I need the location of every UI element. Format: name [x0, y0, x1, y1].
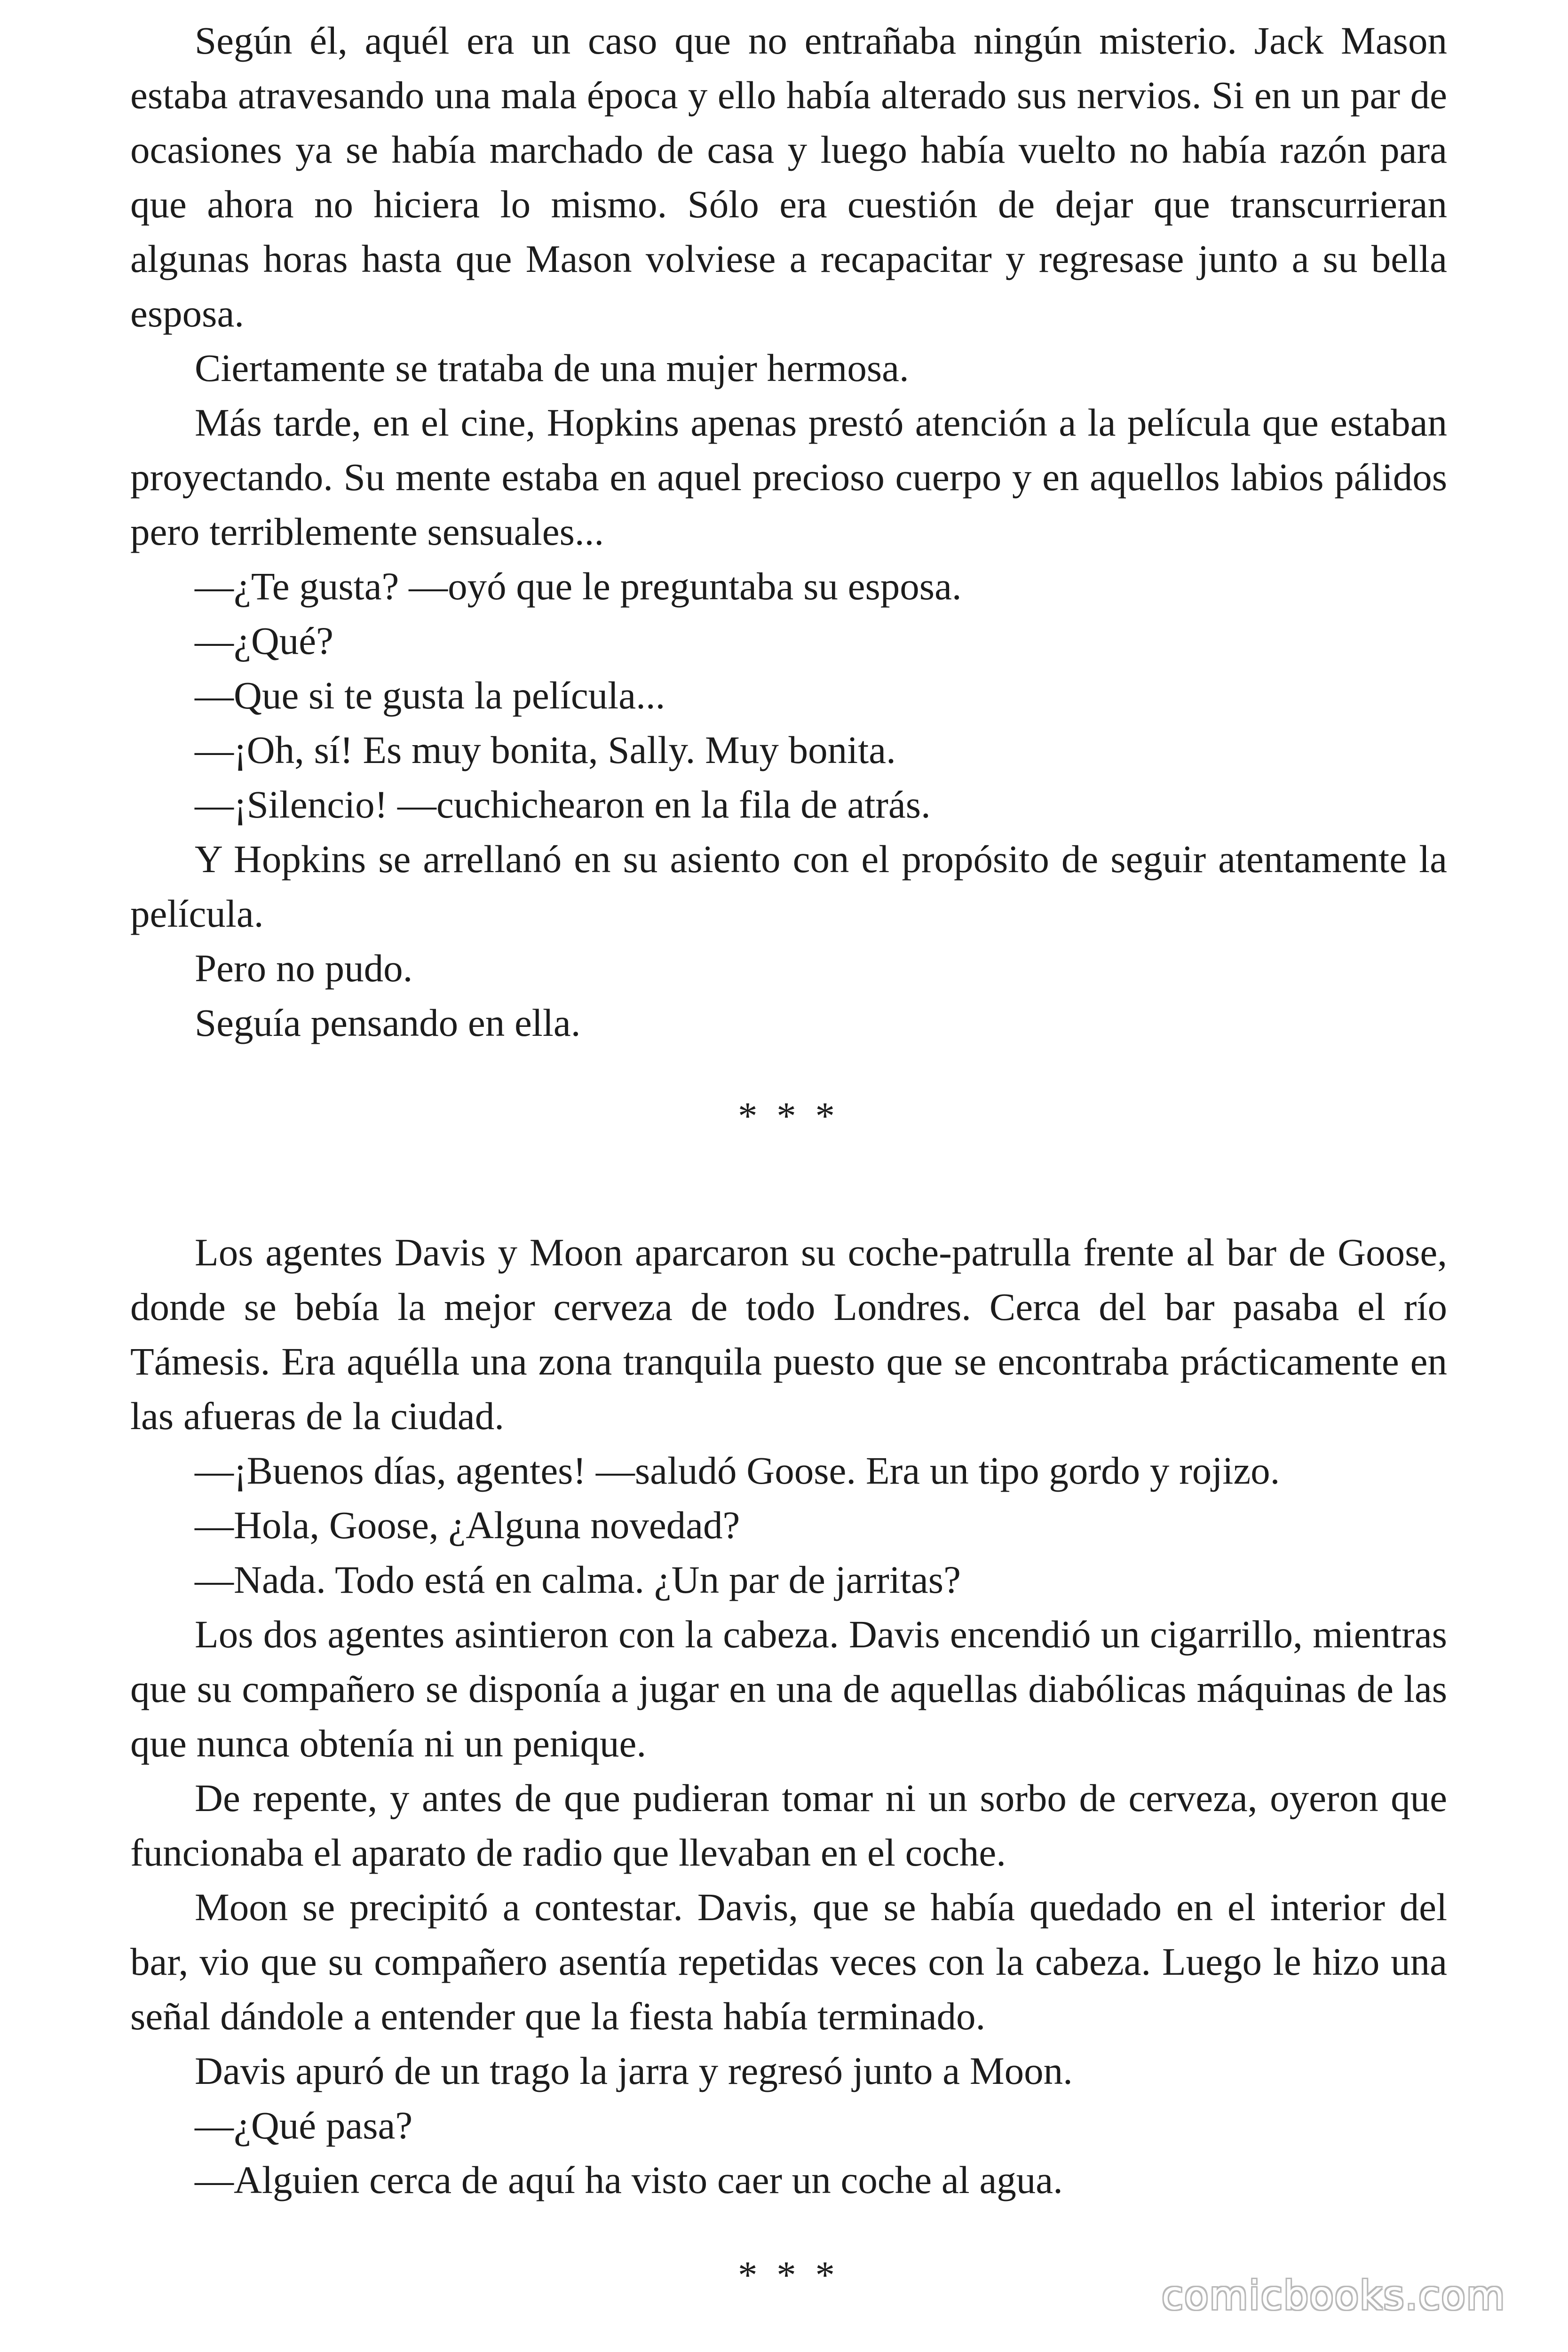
- dialogue-line: —¿Qué?: [195, 619, 333, 662]
- section-a: [130, 13, 1447, 1050]
- paragraph: Moon se precipitó a contestar. Davis, que se había quedado en el interior del bar, vio que su compañero asentía repetidas veces con la cabeza. Luego le hizo una señal dándole a entender que la fiesta había terminado.: [130, 1885, 1447, 2038]
- paragraph: Según él, aquél era un caso que no entrañaba ningún misterio. Jack Mason estaba atravesando una mala época y ello había alterado sus nervios. Si en un par de ocasiones ya se había marchado de casa y luego había vuelto no había razón para que ahora no hiciera lo mismo. Sólo era cuestión de dejar que transcurrieran algunas horas hasta que Mason volviese a recapacitar y regresase junto a su bella esposa.: [130, 19, 1447, 335]
- dialogue-line: —¡Silencio! —cuchichearon en la fila de atrás.: [195, 783, 931, 826]
- dialogue-line: —Hola, Goose, ¿Alguna novedad?: [195, 1503, 740, 1547]
- paragraph: Los dos agentes asintieron con la cabeza. Davis encendió un cigarrillo, mientras que su compañero se disponía a jugar en una de aquellas diabólicas máquinas de las que nunca obtenía ni un penique.: [130, 1613, 1447, 1765]
- scene-separator: * * *: [738, 1094, 839, 1137]
- paragraph: Pero no pudo.: [195, 946, 413, 990]
- paragraph: Davis apuró de un trago la jarra y regresó junto a Moon.: [195, 2049, 1073, 2092]
- scene-separator: * * *: [738, 2253, 839, 2296]
- dialogue-line: —Nada. Todo está en calma. ¿Un par de jarritas?: [195, 1558, 961, 1601]
- watermark: comicbooks.com: [1162, 2273, 1506, 2319]
- paragraph: De repente, y antes de que pudieran tomar ni un sorbo de cerveza, oyeron que funcionaba el aparato de radio que llevaban en el coche.: [130, 1776, 1447, 1874]
- dialogue-line: —¿Qué pasa?: [195, 2104, 413, 2147]
- dialogue-line: —¿Te gusta? —oyó que le preguntaba su esposa.: [195, 564, 962, 608]
- dialogue-line: —¡Oh, sí! Es muy bonita, Sally. Muy bonita.: [195, 728, 896, 771]
- dialogue-line: —Alguien cerca de aquí ha visto caer un coche al agua.: [195, 2158, 1063, 2201]
- paragraph: Más tarde, en el cine, Hopkins apenas prestó atención a la película que estaban proyectando. Su mente estaba en aquel precioso cuerpo y en aquellos labios pálidos pero terriblemente sensuales...: [130, 401, 1447, 553]
- paragraph: Seguía pensando en ella.: [195, 1001, 581, 1044]
- document-page: [130, 13, 1447, 2302]
- dialogue-line: —¡Buenos días, agentes! —saludó Goose. Era un tipo gordo y rojizo.: [195, 1449, 1280, 1492]
- paragraph: Y Hopkins se arrellanó en su asiento con el propósito de seguir atentamente la película.: [130, 837, 1447, 935]
- section-b: [130, 1225, 1447, 2207]
- paragraph: Ciertamente se trataba de una mujer hermosa.: [195, 346, 909, 389]
- dialogue-line: —Que si te gusta la película...: [195, 674, 665, 717]
- paragraph: Los agentes Davis y Moon aparcaron su coche-patrulla frente al bar de Goose, donde se bebía la mejor cerveza de todo Londres. Cerca del bar pasaba el río Támesis. Era aquélla una zona tranquila puesto que se encontraba prácticamente en las afueras de la ciudad.: [130, 1231, 1447, 1438]
